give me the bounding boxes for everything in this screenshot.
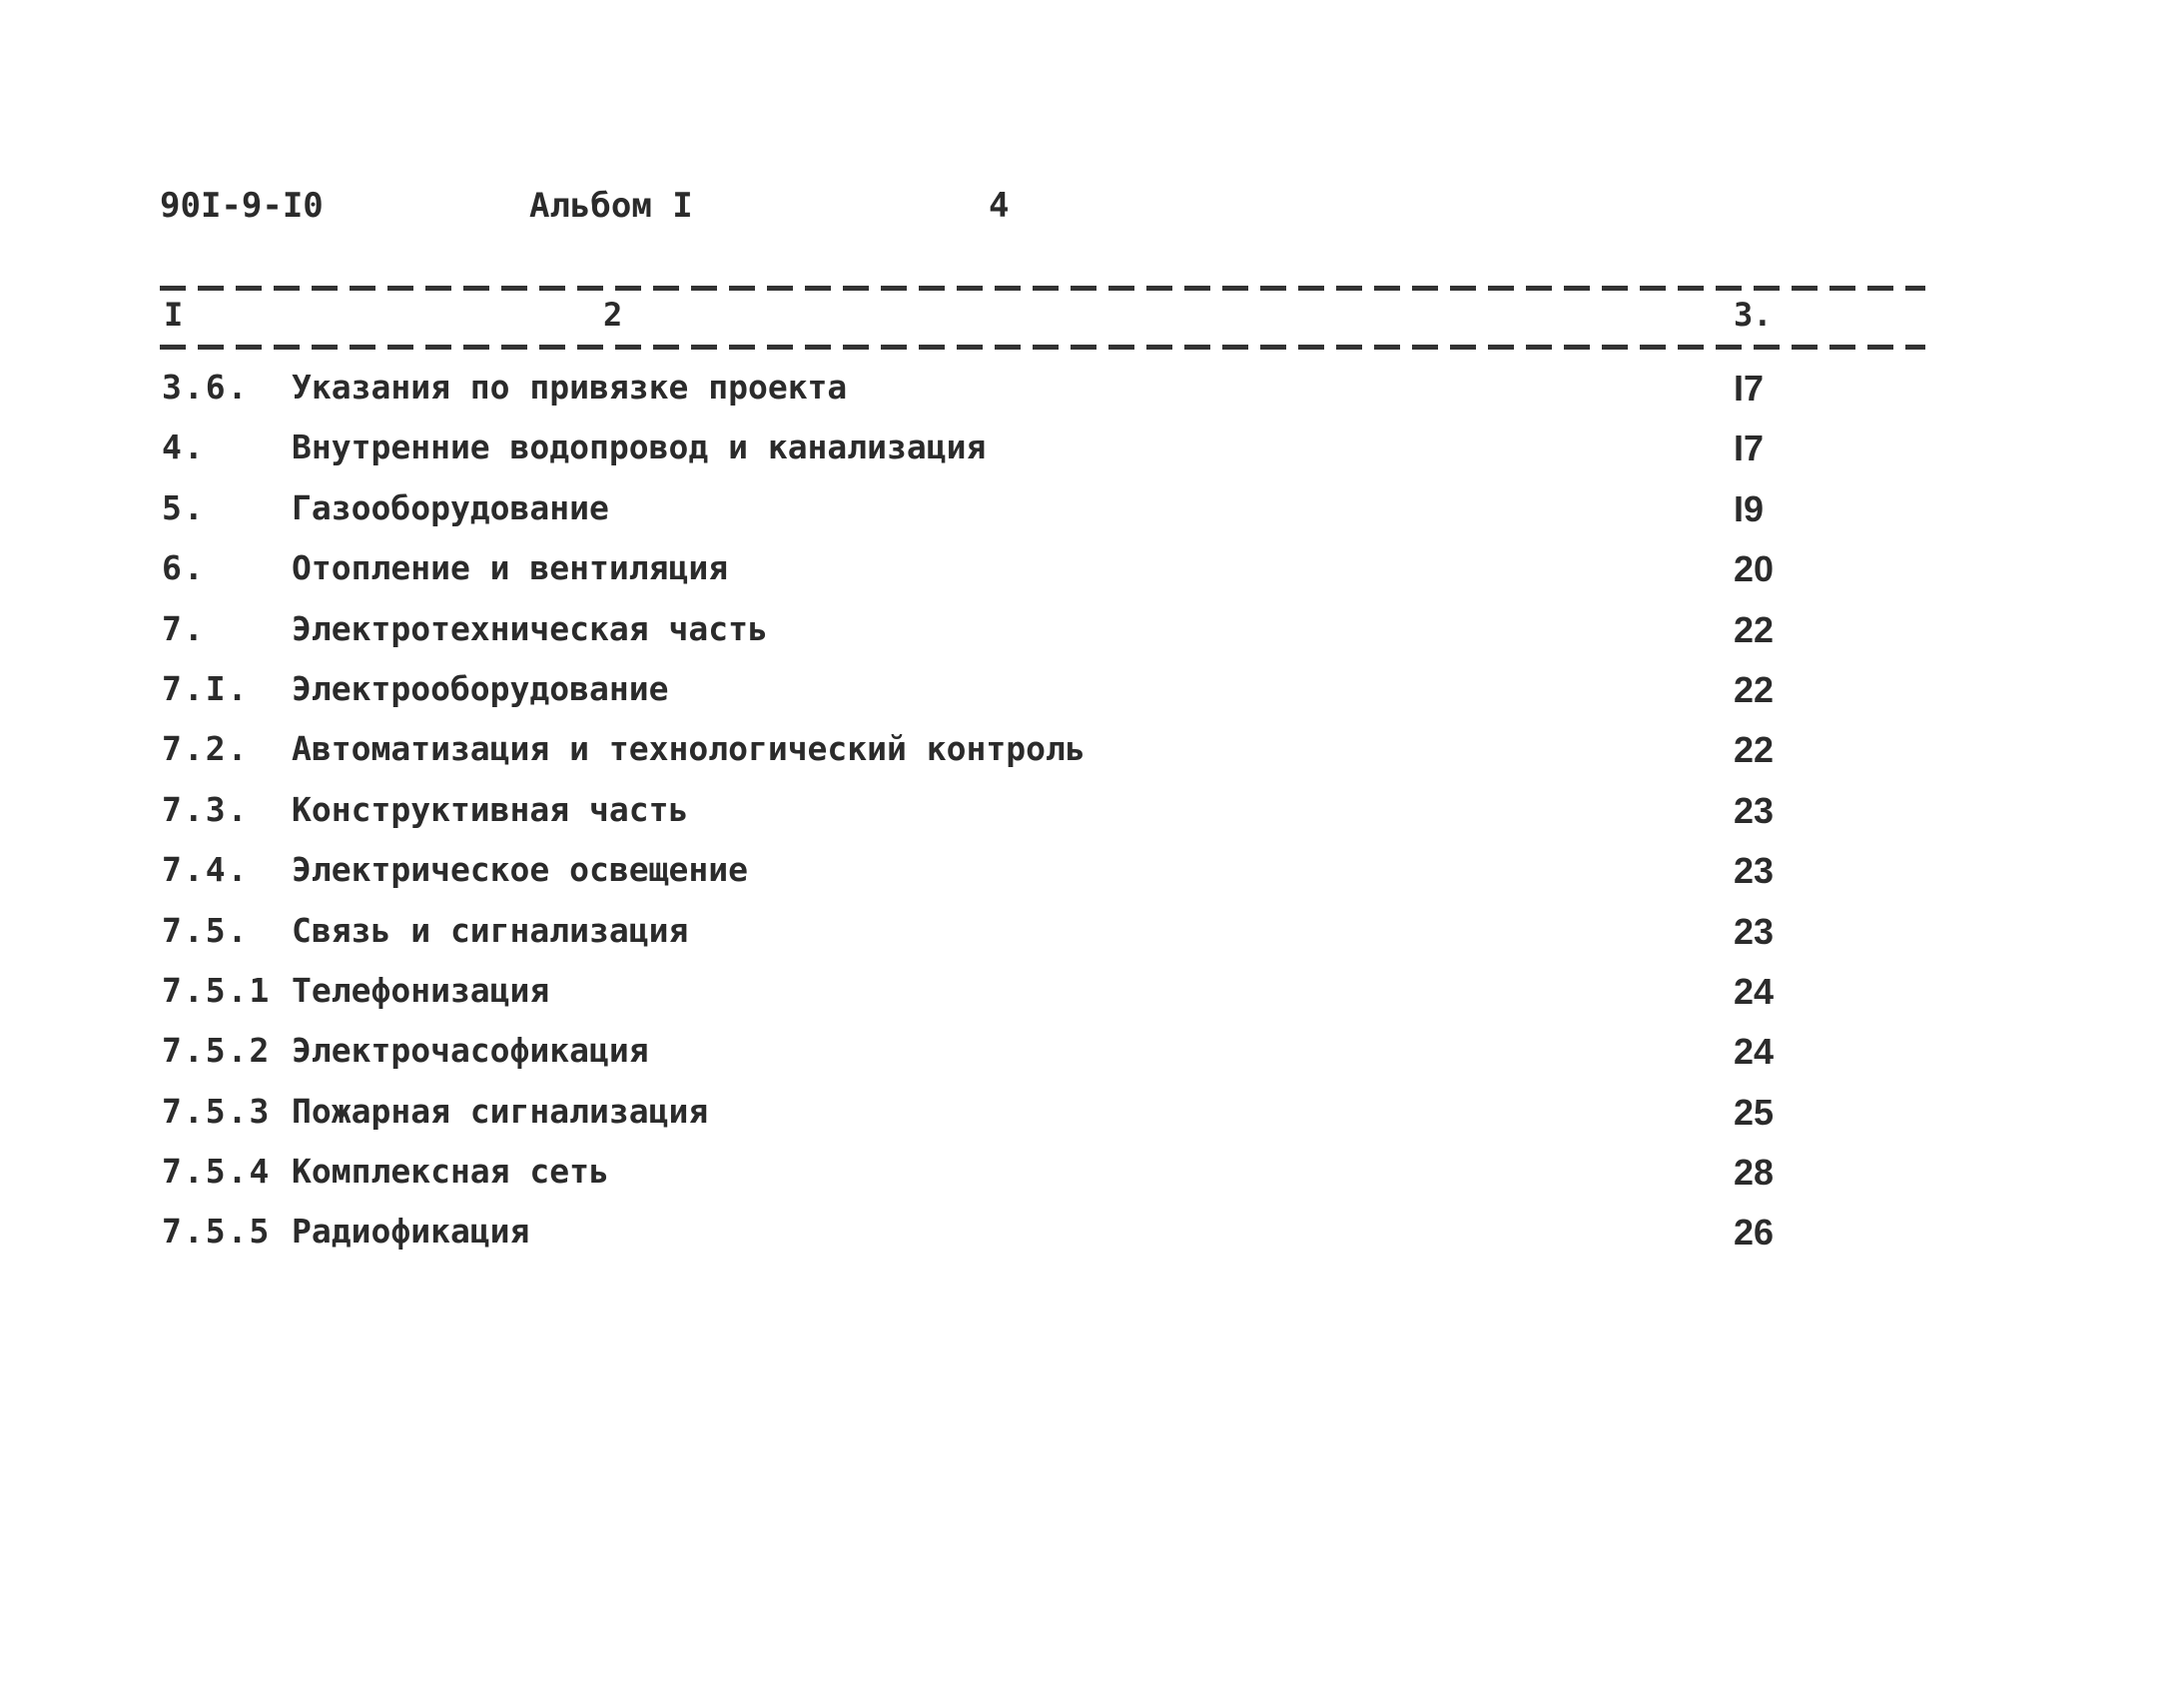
toc-section-number: 7.5. bbox=[162, 910, 250, 950]
toc-page-number: I7 bbox=[1734, 427, 1765, 469]
toc-section-number: 7.2. bbox=[162, 729, 250, 769]
toc-row bbox=[0, 1212, 2184, 1272]
toc-page-number: 24 bbox=[1734, 970, 1775, 1012]
toc-page-number: 23 bbox=[1734, 910, 1775, 952]
toc-row bbox=[0, 1152, 2184, 1212]
toc-page-number: 28 bbox=[1734, 1152, 1775, 1194]
toc-section-number: 7. bbox=[162, 608, 206, 648]
toc-page-number: 23 bbox=[1734, 850, 1775, 892]
dashed-rule-top bbox=[160, 286, 1925, 291]
page-number: 4 bbox=[989, 186, 1010, 226]
toc-section-number: 6. bbox=[162, 548, 206, 588]
dashed-rule-bottom bbox=[160, 345, 1925, 350]
toc-page-number: 23 bbox=[1734, 789, 1775, 831]
toc-section-title: Электрочасофикация bbox=[292, 1031, 649, 1071]
column-header-2: 2 bbox=[603, 296, 623, 334]
toc-page-number: 24 bbox=[1734, 1031, 1775, 1073]
page-header bbox=[0, 186, 2184, 236]
toc-row bbox=[0, 790, 2184, 850]
toc-row bbox=[0, 1092, 2184, 1152]
toc-page-number: 20 bbox=[1734, 548, 1775, 590]
toc-section-title: Внутренние водопровод и канализация bbox=[292, 427, 987, 467]
toc-section-number: 7.5.5 bbox=[162, 1212, 272, 1252]
column-header-3: 3. bbox=[1734, 296, 1773, 334]
toc-section-number: 7.5.3 bbox=[162, 1091, 272, 1131]
toc-section-number: 7.3. bbox=[162, 789, 250, 829]
toc-row bbox=[0, 488, 2184, 548]
toc-page-number: 26 bbox=[1734, 1212, 1775, 1254]
toc-section-number: 7.5.2 bbox=[162, 1031, 272, 1071]
column-headers bbox=[0, 296, 2184, 340]
toc-section-title: Автоматизация и технологический контроль bbox=[292, 729, 1086, 769]
toc-row bbox=[0, 669, 2184, 729]
toc-page-number: 22 bbox=[1734, 668, 1775, 710]
table-of-contents bbox=[0, 368, 2184, 1272]
toc-row bbox=[0, 548, 2184, 608]
toc-section-title: Электрическое освещение bbox=[292, 850, 748, 890]
toc-row bbox=[0, 368, 2184, 427]
toc-row bbox=[0, 729, 2184, 789]
album-label: Альбом I bbox=[529, 186, 693, 226]
toc-section-number: 7.5.4 bbox=[162, 1152, 272, 1192]
toc-section-title: Радиофикация bbox=[292, 1212, 530, 1252]
toc-page-number: I9 bbox=[1734, 487, 1765, 529]
toc-section-number: 7.5.1 bbox=[162, 970, 272, 1010]
toc-section-title: Электротехническая часть bbox=[292, 608, 768, 648]
document-code: 90I-9-I0 bbox=[160, 186, 324, 226]
toc-section-title: Указания по привязке проекта bbox=[292, 368, 848, 407]
column-header-1: I bbox=[164, 296, 184, 334]
toc-section-title: Связь и сигнализация bbox=[292, 910, 689, 950]
toc-page-number: I7 bbox=[1734, 368, 1765, 409]
toc-page-number: 22 bbox=[1734, 729, 1775, 771]
toc-section-title: Электрооборудование bbox=[292, 668, 669, 708]
toc-row bbox=[0, 1031, 2184, 1091]
toc-section-number: 3.6. bbox=[162, 368, 250, 407]
toc-row bbox=[0, 850, 2184, 910]
toc-section-title: Газооборудование bbox=[292, 487, 609, 527]
toc-section-title: Отопление и вентиляция bbox=[292, 548, 729, 588]
toc-section-number: 7.4. bbox=[162, 850, 250, 890]
toc-section-title: Телефонизация bbox=[292, 970, 550, 1010]
toc-section-number: 7.I. bbox=[162, 668, 250, 708]
toc-row bbox=[0, 609, 2184, 669]
toc-row bbox=[0, 971, 2184, 1031]
toc-section-title: Пожарная сигнализация bbox=[292, 1091, 709, 1131]
toc-section-number: 5. bbox=[162, 487, 206, 527]
toc-section-number: 4. bbox=[162, 427, 206, 467]
toc-row bbox=[0, 911, 2184, 971]
toc-row bbox=[0, 427, 2184, 487]
toc-page-number: 22 bbox=[1734, 608, 1775, 650]
toc-section-title: Конструктивная часть bbox=[292, 789, 689, 829]
toc-section-title: Комплексная сеть bbox=[292, 1152, 609, 1192]
toc-page-number: 25 bbox=[1734, 1091, 1775, 1133]
